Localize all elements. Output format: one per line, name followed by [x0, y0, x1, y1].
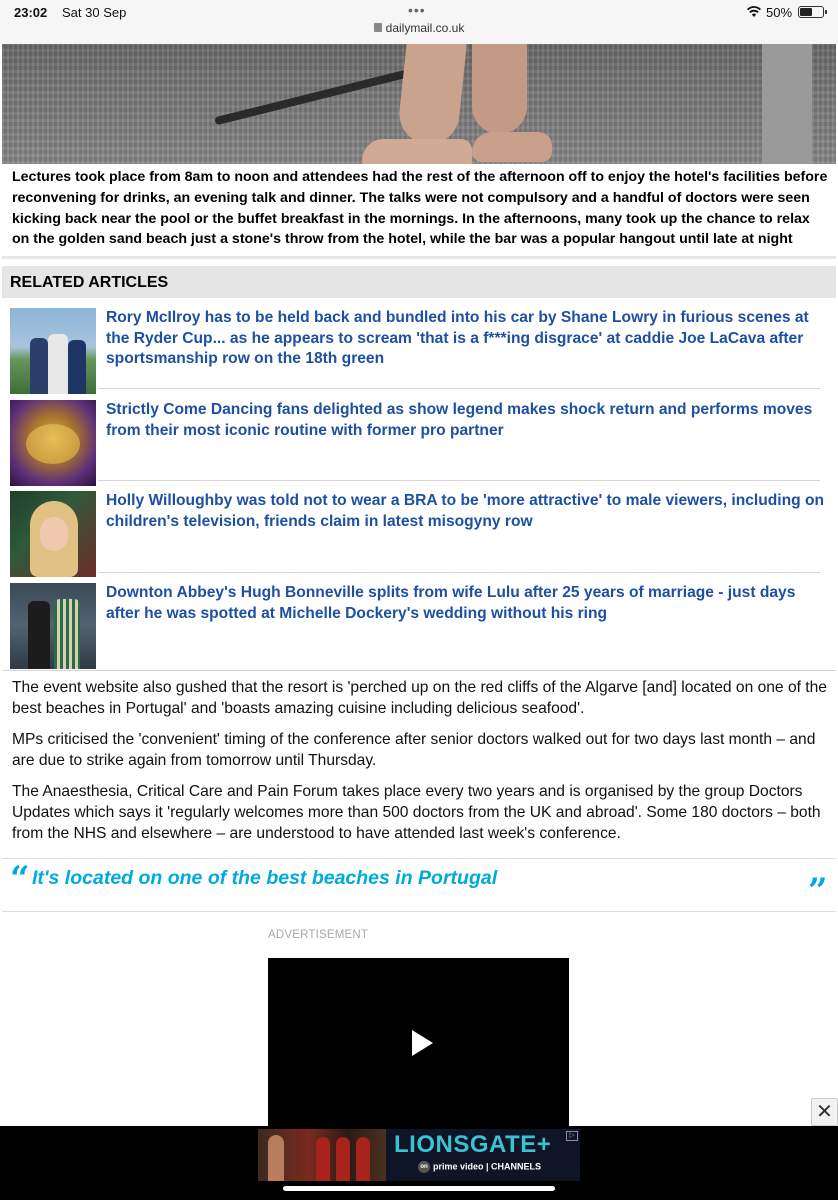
address-bar[interactable]: [0, 21, 838, 35]
related-article-item[interactable]: [10, 400, 828, 486]
banner-ad-brand: LIONSGATE+: [394, 1131, 552, 1158]
status-date: Sat 30 Sep: [62, 5, 127, 20]
related-article-link[interactable]: Strictly Come Dancing fans delighted as show legend makes shock return and performs moves from their most iconic routine with former pro partner: [106, 401, 813, 439]
lock-icon: [374, 23, 382, 32]
play-icon[interactable]: [412, 1030, 433, 1056]
home-indicator[interactable]: [283, 1186, 555, 1191]
related-article-thumbnail[interactable]: [10, 308, 96, 394]
close-ad-button[interactable]: ✕: [811, 1098, 838, 1126]
video-player[interactable]: [268, 958, 569, 1126]
related-article-item[interactable]: [10, 491, 828, 577]
prime-video-on-badge: on: [418, 1161, 430, 1173]
related-article-item[interactable]: [10, 583, 828, 669]
related-divider: [98, 388, 820, 389]
banner-ad-photo: [258, 1129, 386, 1181]
battery-percent: 50%: [766, 5, 793, 20]
wifi-icon: [746, 4, 762, 18]
status-time: 23:02: [14, 5, 48, 20]
photo-caption: Lectures took place from 8am to noon and attendees had the rest of the afternoon off to enjoy the hotel's facilities before reconvening for drinks, an evening talk and dinner. The talks were not compulsory and a handful of doctors were seen kicking back near the pool or the buffet breakfast in the mornings. In the afternoons, many took up the chance to relax on the golden sand beach just a stone's throw from the hotel, while the bar was a popular hangout until late at night: [12, 169, 828, 248]
address-url: dailymail.co.uk: [385, 21, 465, 35]
related-article-thumbnail[interactable]: [10, 400, 96, 486]
pull-quote-text: It's located on one of the best beaches in Portugal: [32, 867, 498, 889]
close-quote-icon: ”: [808, 871, 828, 911]
related-article-link[interactable]: Holly Willoughby was told not to wear a BRA to be 'more attractive' to male viewers, including on children's television, friends claim in latest misogyny row: [106, 492, 825, 530]
banner-ad[interactable]: [258, 1129, 580, 1181]
related-article-link[interactable]: Rory McIlroy has to be held back and bundled into his car by Shane Lowry in furious scenes at the Ryder Cup... as he appears to scream 'that is a f***ing disgrace' at caddie Joe LaCava after sportsmanship row on the 18th green: [106, 309, 809, 367]
article-paragraph: MPs criticised the 'convenient' timing of the conference after senior doctors walked out for two days last month – and are due to strike again from tomorrow until Thursday.: [12, 731, 816, 769]
caption-divider: [2, 256, 836, 259]
related-article-item[interactable]: [10, 308, 828, 394]
status-bar: [0, 0, 838, 44]
battery-icon: [798, 6, 824, 18]
related-articles: [2, 266, 836, 622]
pull-quote: [2, 858, 836, 912]
banner-ad-subtitle: on prime video | CHANNELS: [418, 1161, 541, 1173]
article-paragraph: The event website also gushed that the resort is 'perched up on the red cliffs of the Algarve [and] located on one of the best beaches in Portugal' and 'boasts amazing cuisine including delicious seafood'.: [12, 679, 827, 717]
advertisement-label: ADVERTISEMENT: [268, 929, 369, 941]
open-quote-icon: “: [10, 859, 30, 899]
tab-overview-dots-icon[interactable]: •••: [408, 2, 426, 18]
article-paragraph: The Anaesthesia, Critical Care and Pain Forum takes place every two years and is organised by the group Doctors Updates which says it 'regularly welcomes more than 500 doctors from the UK and abroad'. Some 180 doctors – both from the NHS and elsewhere – are understood to have attended last week's conference.: [12, 783, 821, 842]
adchoices-icon[interactable]: ▷: [566, 1131, 578, 1141]
related-divider: [98, 572, 820, 573]
article-photo: [2, 44, 836, 164]
related-articles-heading: RELATED ARTICLES: [2, 266, 836, 298]
related-article-link[interactable]: Downton Abbey's Hugh Bonneville splits from wife Lulu after 25 years of marriage - just days after he was spotted at Michelle Dockery's wedding without his ring: [106, 584, 796, 622]
related-divider: [98, 480, 820, 481]
related-article-thumbnail[interactable]: [10, 583, 96, 669]
related-article-thumbnail[interactable]: [10, 491, 96, 577]
related-bottom-divider: [2, 670, 836, 671]
